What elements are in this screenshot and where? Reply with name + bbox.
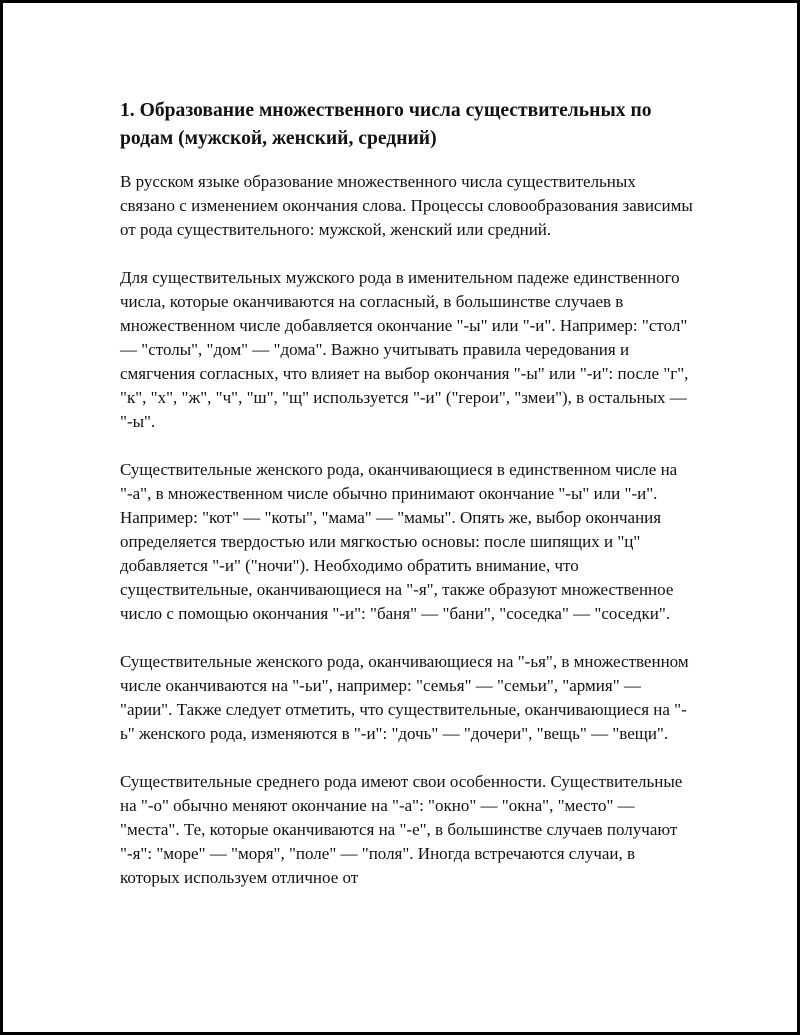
paragraph-feminine-a: Существительные женского рода, оканчивающиеся в единственном числе на "-а", в множественном числе обычно принимают окончание "-ы" или "-и". Например: "кот" — "коты", "мама" — "мамы". Опять же, выбор окончания определяется твердостью или мягкостью основы: после шипящих и "ц" добавляется "-и" ("ночи"). Необходимо обратить внимание, что существительные, оканчивающиеся на "-я", также образуют множественное число с помощью окончания "-и": "баня" — "бани", "соседка" — "соседки". — [120, 460, 678, 623]
paragraph-masculine: Для существительных мужского рода в именительном падеже единственного числа, которые оканчиваются на согласный, в большинстве случаев в множественном числе добавляется окончание "-ы" или "-и". Например: "стол" — "столы", "дом" — "дома". Важно учитывать правила чередования и смягчения согласных, что влияет на выбор окончания "-ы" или "-и": после "г", "к", "х", "ж", "ч", "ш", "щ" используется "-и" ("герои", "змеи"), в остальных — "-ы". — [120, 268, 689, 431]
paragraph-intro: В русском языке образование множественного числа существительных связано с изменением окончания слова. Процессы словообразования зависимы от рода существительного: мужской, женский или средний. — [120, 172, 693, 239]
document-body — [120, 97, 694, 914]
paragraph-neuter: Существительные среднего рода имеют свои особенности. Существительные на "-о" обычно меняют окончание на "-а": "окно" — "окна", "место" — "места". Те, которые оканчиваются на "-е", в большинстве случаев получают "-я": "море" — "моря", "поле" — "поля". Иногда встречаются случаи, в которых используем отличное от — [120, 772, 683, 887]
section-title: 1. Образование множественного числа существительных по родам (мужской, женский, средний) — [120, 100, 652, 149]
paragraph-feminine-ya: Существительные женского рода, оканчивающиеся на "-ья", в множественном числе оканчиваются на "-ьи", например: "семья" — "семьи", "армия" — "арии". Также следует отметить, что существительные, оканчивающиеся на "-ь" женского рода, изменяются в "-и": "дочь" — "дочери", "вещь" — "вещи". — [120, 652, 689, 743]
